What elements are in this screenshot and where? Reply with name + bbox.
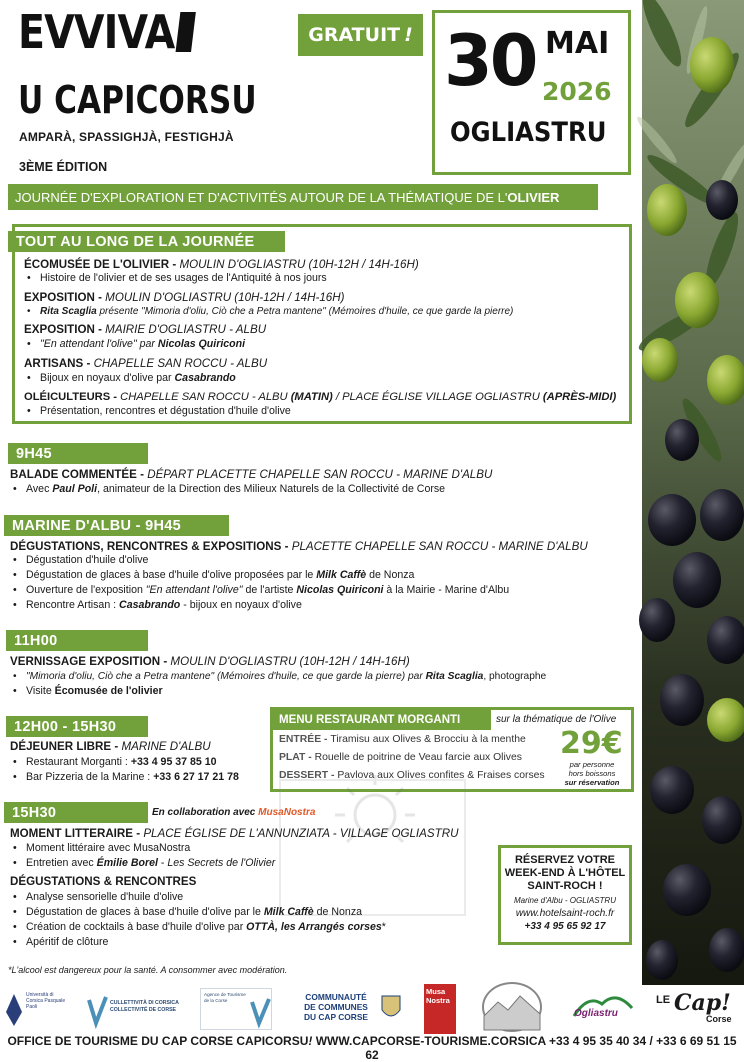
allday-item-detail: • Histoire de l'olivier et de ses usages de l'Antiquité à nos jours: [24, 272, 327, 285]
exclamation-icon: !: [308, 1034, 313, 1048]
alcohol-disclaimer: *L'alcool est dangereux pour la santé. A consommer avec modération.: [8, 965, 288, 975]
allday-item-detail: • "En attendant l'olive" par Nicolas Quiriconi: [24, 338, 245, 351]
literary-bullet: • Entretien avec Émilie Borel - Les Secrets de l'Olivier: [10, 857, 275, 870]
marine-bullet: • Ouverture de l'exposition "En attendant l'olive" de l'artiste Nicolas Quiriconi à la Mairie - Marine d'Albu: [10, 584, 509, 597]
sun-watermark-icon: [275, 770, 470, 920]
olive-photo: [642, 0, 744, 985]
musanostra-logo: Musa Nostra: [424, 984, 456, 1034]
hotel-box: RÉSERVEZ VOTRE WEEK-END À L'HÔTEL SAINT-ROCH ! Marine d'Albu - OGLIASTRU www.hotelsaint-roch.fr +33 4 95 65 92 17: [498, 845, 632, 945]
allday-item-title: OLÉICULTEURS - CHAPELLE SAN ROCCU - ALBU (MATIN) / PLACE ÉGLISE VILLAGE OGLIASTRU (APRÈS-MIDI): [24, 391, 617, 403]
heading-9h45: 9H45: [8, 443, 148, 464]
hotel-phone[interactable]: +33 4 95 65 92 17: [524, 921, 606, 932]
allday-item-title: EXPOSITION - MAIRIE D'OGLIASTRU - ALBU: [24, 323, 267, 336]
menu-entree: ENTRÉE - Tiramisu aux Olives & Brocciu à la menthe: [279, 734, 526, 745]
tasting-bullet: • Analyse sensorielle d'huile d'olive: [10, 891, 183, 904]
menu-price-note: par personne hors boissons sur réservation: [564, 760, 620, 787]
partner-logos: [0, 982, 744, 1034]
cc-capcorse-logo: COMMUNAUTÉ DE COMMUNES DU CAP CORSE: [292, 992, 404, 1028]
allday-item-title: EXPOSITION - MOULIN D'OGLIASTRU (10H-12H / 14H-16H): [24, 291, 345, 304]
hotel-website[interactable]: www.hotelsaint-roch.fr: [515, 908, 615, 919]
tasting-bullet: • Création de cocktails à base d'huile d'olive par OTTÀ, les Arrangés corses*: [10, 921, 386, 934]
free-badge: GRATUIT !: [298, 14, 423, 56]
village-logo: [482, 982, 542, 1032]
allday-item-title: ÉCOMUSÉE DE L'OLIVIER - MOULIN D'OGLIASTRU (10H-12H / 14H-16H): [24, 258, 419, 271]
marine-bullet: • Dégustation d'huile d'olive: [10, 554, 148, 567]
tasting-bullet: • Apéritif de clôture: [10, 936, 108, 949]
allday-item-detail: • Rita Scaglia présente "Mimoria d'oliu, Ciò che a Petra mantene" (Mémoires d'huile, ce que garde la pierre): [24, 305, 513, 318]
menu-dessert: DESSERT - Pavlova aux Olives confites & Fraises corses: [279, 770, 545, 781]
event-month: MAI: [545, 26, 610, 61]
agency-logo: Agence de Tourisme de la Corse: [200, 988, 272, 1030]
marine-bullet: • Rencontre Artisan : Casabrando - bijoux en noyaux d'olive: [10, 599, 302, 612]
event-place: OGLIASTRU: [450, 117, 607, 148]
literary-title: MOMENT LITTERAIRE - PLACE ÉGLISE DE L'ANNUNZIATA - VILLAGE OGLIASTRU: [10, 827, 459, 840]
heading-marine: MARINE D'ALBU - 9H45: [4, 515, 229, 536]
menu-heading: MENU RESTAURANT MORGANTI: [273, 710, 491, 730]
allday-item-detail: • Présentation, rencontres et dégustation d'huile d'olive: [24, 405, 291, 418]
walk-detail: • Avec Paul Poli, animateur de la Direction des Milieux Naturels de la Collectivité de Corse: [10, 483, 445, 496]
lunch-bullet: • Restaurant Morganti : +33 4 95 37 85 10: [10, 756, 217, 769]
lunch-title: DÉJEUNER LIBRE - MARINE D'ALBU: [10, 740, 211, 753]
literary-bullet: • Moment littéraire avec MusaNostra: [10, 842, 190, 855]
tower-icon: [175, 12, 195, 52]
allday-item-title: ARTISANS - CHAPELLE SAN ROCCU - ALBU: [24, 357, 268, 370]
event-year: 2026: [542, 77, 612, 106]
menu-plat: PLAT - Rouelle de poitrine de Veau farcie aux Olives: [279, 752, 522, 763]
brand-title-line1: EVVIVA: [18, 8, 193, 56]
vernissage-bullet: • Visite Écomusée de l'olivier: [10, 685, 163, 698]
heading-15h30: 15H30: [4, 802, 148, 823]
tasting-title: DÉGUSTATIONS & RENCONTRES: [10, 875, 197, 888]
footer-contact: OFFICE DE TOURISME DU CAP CORSE CAPICORSU! WWW.CAPCORSE-TOURISME.CORSICA +33 4 95 35 40 34 / +33 6 69 51 15 62: [7, 1034, 737, 1062]
theme-banner: JOURNÉE D'EXPLORATION ET D'ACTIVITÉS AUTOUR DE LA THÉMATIQUE DE L' OLIVIER: [8, 184, 598, 210]
univ-logo: Università di Corsica Pasquale Paoli: [4, 990, 64, 1030]
exclamation-icon: !: [404, 24, 413, 46]
cdc-logo: CULLETTIVITÀ DI CORSICA COLLECTIVITÉ DE CORSE: [86, 992, 186, 1028]
lunch-bullet: • Bar Pizzeria de la Marine : +33 6 27 17 21 78: [10, 771, 239, 784]
marine-bullet: • Dégustation de glaces à base d'huile d'olive proposées par le Milk Caffè de Nonza: [10, 569, 414, 582]
allday-heading: TOUT AU LONG DE LA JOURNÉE: [8, 231, 285, 252]
lecap-logo: LE Cap! Corse: [656, 990, 732, 1024]
allday-item-detail: • Bijoux en noyaux d'olive par Casabrando: [24, 372, 236, 385]
collab-note: En collaboration avec MusaNostra: [152, 807, 316, 818]
heading-11h00: 11H00: [6, 630, 148, 651]
vernissage-title: VERNISSAGE EXPOSITION - MOULIN D'OGLIASTRU (10H-12H / 14H-16H): [10, 655, 410, 668]
menu-subtitle: sur la thématique de l'Olive: [496, 714, 617, 725]
brand-tagline: AMPARÀ, SPASSIGHJÀ, FESTIGHJÀ: [19, 130, 234, 144]
edition-label: 3ÈME ÉDITION: [19, 160, 108, 174]
event-day: 30: [444, 20, 536, 102]
vernissage-bullet: • "Mimoria d'oliu, Ciò che a Petra mantene" (Mémoires d'huile, ce que garde la pierre) par Rita Scaglia, photographe: [10, 670, 546, 683]
marine-title: DÉGUSTATIONS, RENCONTRES & EXPOSITIONS - PLACETTE CHAPELLE SAN ROCCU - MARINE D'ALBU: [10, 540, 588, 553]
brand-title-line2: U CAPICORSU: [18, 78, 257, 122]
heading-lunch: 12H00 - 15H30: [6, 716, 148, 737]
walk-title: BALADE COMMENTÉE - DÉPART PLACETTE CHAPELLE SAN ROCCU - MARINE D'ALBU: [10, 468, 493, 481]
menu-price: 29€: [560, 726, 623, 761]
tasting-bullet: • Dégustation de glaces à base d'huile d'olive par le Milk Caffè de Nonza: [10, 906, 362, 919]
ogliastru-logo: Ogliastru: [568, 986, 638, 1030]
